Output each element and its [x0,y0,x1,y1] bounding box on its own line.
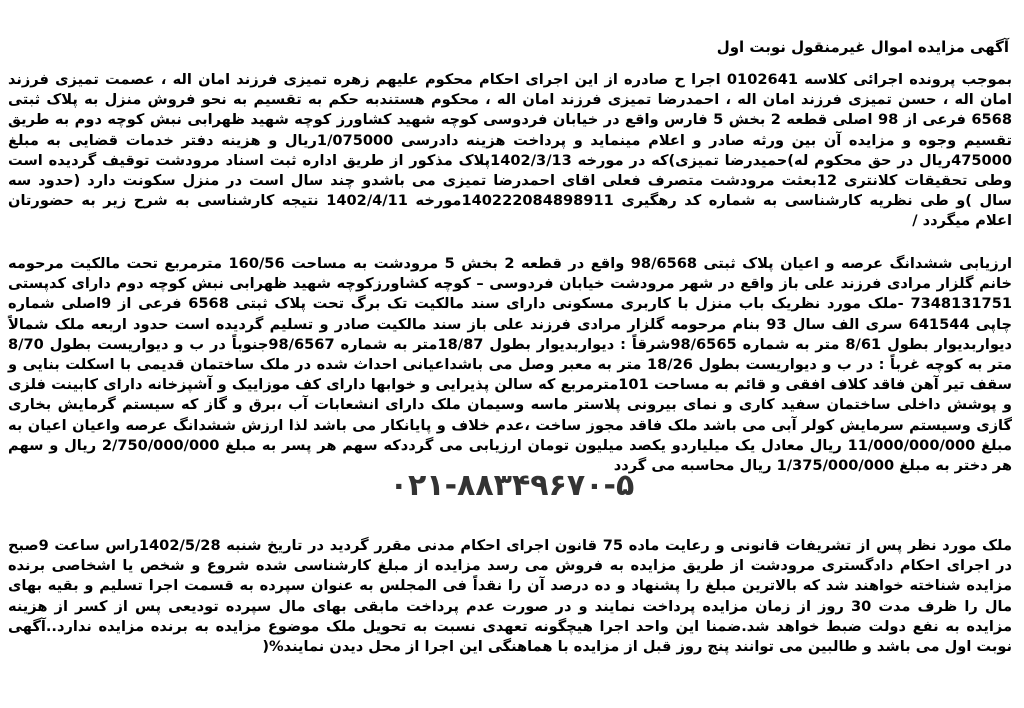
phone-number-stamp: ۰۲۱-۸۸۳۴۹۶۷۰-۵ [389,468,635,503]
notice-title: آگهی مزایده اموال غیرمنقول نوبت اول [716,38,1009,56]
case-details-paragraph: بموجب پرونده اجرائی کلاسه 0102641 اجرا ح صادره از این اجرای احکام محکوم علیهم زهره تمیزی فرزند امان اله ، عصمت تمیزی فرزند امان اله ، حسن تمیزی فرزند امان اله ، احمدرضا تمیزی فرزند امان اله ، محکوم هستندبه حکم به تقسیم به نحو فروش منزل به پلاک ثبتی 6568 فرعی از 98 اصلی قطعه 2 بخش 5 فارس واقع در خیابان فردوسی کوچه شهید کشاورز کوچه شهید ظهرابی نبش کوچه دوم به طریق تقسیم وجوه و مزایده آن بین ورثه صادر و اعلام مینماید و پرداخت هزینه دادرسی 1/075000ریال و هزینه دفتر خدمات قضایی به مبلغ 475000ریال در حق محکوم له)حمیدرضا تمیزی)که در مورخه 1402/3/13پلاک مذکور از طریق اداره ثبت اسناد مرودشت توقیف گردیده است وطی تحقیقات کلانتری 12بعثت مرودشت متصرف فعلی اقای احمدرضا تمیزی می باشدو چند سال است در منزل سکونت دارد (حدود سه سال )و طی نظریه کارشناسی به شماره کد رهگیری 140222084898911مورخه 1402/4/11 نتیجه کارشناسی به شرح زیر به حضورتان اعلام میگردد / [8,71,1013,230]
property-appraisal-paragraph: ارزیابی ششدانگ عرصه و اعیان پلاک ثبتی 98/6568 واقع در قطعه 2 بخش 5 مرودشت به مساحت 160/56 مترمربع تحت مالکیت مرحومه خانم گلزار مرادی فرزند علی باز واقع در شهر مرودشت خیابان فردوسی – کوچه کشاورزکوچه شهید ظهرابی نبش کوچه دوم دارای کدپستی 7348131751 -ملک مورد نظریک باب منزل با کاربری مسکونی دارای سند مالکیت تک برگ تحت پلاک ثبتی 6568 فرعی از 9اصلی شماره چاپی 641544 سری الف سال 93 بنام مرحومه گلزار مرادی فرزند علی باز سند مالکیت صادر و تسلیم گردیده است حدود اربعه ملک شمالاً دیواربدیوار بطول 8/61 متر به شماره 98/6565شرقاً : دیواربدیوار بطول 18/87متر به شماره 98/6567جنوباً در ب و دیواریست بطول 8/70 متر به کوچه غرباً : در ب و دیواریست بطول 18/26 متر به معبر وصل می باشداعیانی احداث شده در ملک ساختمان قدیمی با اسکلت بنایی و سقف تیر آهن فاقد کلاف افقی و قائم به مساحت 101مترمربع که سالن پذیرایی و خوابها دارای کف موزاییک و آشپزخانه دارای کابینت فلزی و پوشش داخلی ساختمان سفید کاری و نمای بیرونی پلاستر ماسه وسیمان ملک دارای انشعابات آب ،برق و گاز که سیستم گرمایش بخاری گازی وسیستم سرمایش کولر آبی می باشد ملک فاقد مجوز ساخت ،عدم خلاف و پایانکار می باشد لذا ارزش ششدانگ عرصه واعیان اعیان به مبلغ 11/000/000/000 ریال معادل یک میلیاردو یکصد میلیون تومان ارزیابی می گرددکه سهم هر پسر به مبلغ 2/750/000/000 ریال و سهم هر دختر به مبلغ 1/375/000/000 ریال محاسبه می گردد [8,255,1013,475]
auction-terms-paragraph: ملک مورد نظر پس از تشریفات قانونی و رعایت ماده 75 قانون اجرای احکام مدنی مقرر گردید در تاریخ شنبه 1402/5/28راس ساعت 9صبح در اجرای احکام دادگستری مرودشت از طریق مزایده به فروش می رسد مزایده از مبلغ کارشناسی شده شروع و شخص یا اشخاصی برنده مزایده شناخته خواهند شد که بالاترین مبلغ را پشنهاد و ده درصد آن را نقداً فی المجلس به عنوان سپرده به قسمت اجرا تسلیم و بقیه بهای مال را ظرف مدت 30 روز از زمان مزایده پرداخت نمایند و در صورت عدم پرداخت مابقی بهای مال سپرده تودیعی پس از کسر از هزینه مزایده به نفع دولت ضبط خواهد شد.ضمنا این واحد اجرا هیچگونه تعهدی نسبت به تحویل ملک موضوع مزایده به برنده مزایده ندارد..آگهی نوبت اول می باشد و طالبین می توانند پنج روز قبل از مزایده با هماهنگی این اجرا از محل دیدن نمایند%( [8,537,1013,656]
